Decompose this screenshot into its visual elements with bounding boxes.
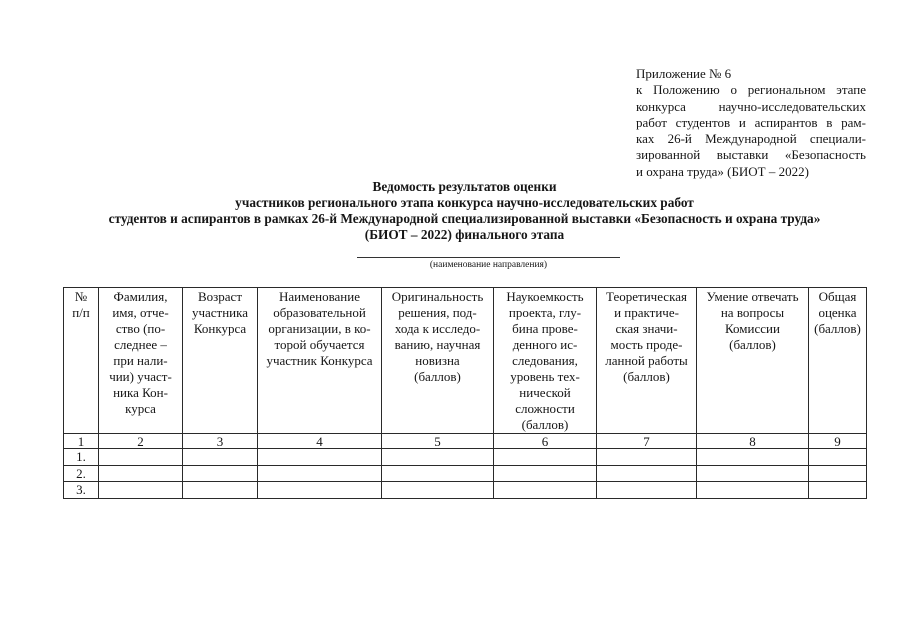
header-line: и практиче-: [614, 305, 679, 320]
header-line: №: [74, 289, 88, 304]
header-line: Фамилия,: [113, 289, 168, 304]
column-number-cell: 3: [183, 434, 258, 449]
appendix-line: ках 26-й Международной специали-: [636, 131, 866, 147]
header-line: решения, под-: [398, 305, 477, 320]
table-cell: [494, 465, 597, 482]
header-line: нической: [519, 385, 571, 400]
table-cell: [597, 465, 697, 482]
table-cell: [697, 449, 809, 466]
header-line: проекта, глу-: [508, 305, 582, 320]
column-number-cell: 8: [697, 434, 809, 449]
header-line: курса: [125, 401, 156, 416]
column-number-cell: 1: [64, 434, 99, 449]
header-line: имя, отче-: [112, 305, 169, 320]
header-line: новизна: [415, 353, 460, 368]
appendix-line: работ студентов и аспирантов в рам-: [636, 114, 866, 130]
table-cell: [183, 482, 258, 499]
table-cell: [809, 465, 867, 482]
table-header-row: [64, 288, 867, 434]
row-number-cell: 1.: [64, 449, 99, 466]
table-cell: [258, 449, 382, 466]
header-line: бина прове-: [512, 321, 578, 336]
table-cell: [99, 482, 183, 499]
header-cell-full-name: [99, 288, 183, 434]
table-cell: [183, 449, 258, 466]
header-line: ство (по-: [115, 321, 166, 336]
title-line: (БИОТ – 2022) финального этапа: [364, 227, 565, 242]
header-line: ванию, научная: [394, 337, 481, 352]
title-line: участников регионального этапа конкурса научно-исследовательских работ: [235, 195, 694, 210]
table-cell: [809, 482, 867, 499]
header-line: сложности: [515, 401, 575, 416]
column-number-cell: 4: [258, 434, 382, 449]
header-line: (баллов): [414, 369, 461, 384]
header-line: ника Кон-: [113, 385, 168, 400]
header-line: (баллов): [521, 417, 569, 432]
header-cell-number: [64, 288, 99, 434]
column-number-cell: 9: [809, 434, 867, 449]
appendix-title: Приложение № 6: [636, 66, 732, 81]
column-number-cell: 7: [597, 434, 697, 449]
column-number-cell: 6: [494, 434, 597, 449]
header-line: Комиссии: [725, 321, 780, 336]
header-line: денного ис-: [512, 337, 578, 352]
table-cell: [382, 449, 494, 466]
table-cell: [597, 449, 697, 466]
table-row: [64, 465, 867, 482]
header-line: ская значи-: [615, 321, 678, 336]
table-row: [64, 449, 867, 466]
appendix-line: и охрана труда» (БИОТ – 2022): [636, 163, 809, 179]
header-line: Общая: [818, 289, 857, 304]
header-line: организации, в ко-: [268, 321, 371, 336]
table-cell: [382, 482, 494, 499]
row-number-cell: 3.: [64, 482, 99, 499]
header-line: Оригинальность: [391, 289, 484, 304]
table-cell: [494, 449, 597, 466]
header-line: Наукоемкость: [506, 289, 584, 304]
appendix-note: [636, 66, 866, 180]
header-line: следнее –: [114, 337, 167, 352]
title-line: студентов и аспирантов в рамках 26-й Международной специализированной выставки «Безопасность и охрана труда»: [108, 211, 821, 226]
document-title: [63, 179, 866, 243]
header-line: оценка: [818, 305, 857, 320]
direction-underline: [357, 257, 620, 258]
table-cell: [697, 482, 809, 499]
appendix-line: зированной выставки «Безопасность: [636, 147, 866, 163]
table-cell: [382, 465, 494, 482]
table-cell: [597, 482, 697, 499]
title-line: Ведомость результатов оценки: [372, 179, 557, 194]
header-cell-organization: [258, 288, 382, 434]
header-cell-age: [183, 288, 258, 434]
column-number-cell: 5: [382, 434, 494, 449]
appendix-line: к Положению о региональном этапе: [636, 82, 866, 98]
header-line: (баллов): [814, 321, 861, 336]
table-row: [64, 482, 867, 499]
table-cell: [99, 465, 183, 482]
header-line: Наименование: [279, 289, 360, 304]
header-cell-originality: [382, 288, 494, 434]
header-line: хода к исследо-: [394, 321, 481, 336]
header-line: торой обучается: [274, 337, 365, 352]
header-cell-research-depth: [494, 288, 597, 434]
header-cell-answering: [697, 288, 809, 434]
header-line: (баллов): [729, 337, 776, 352]
header-line: ланной работы: [605, 353, 688, 368]
table-cell: [99, 449, 183, 466]
table-cell: [697, 465, 809, 482]
results-table: [63, 287, 867, 499]
header-line: уровень тех-: [510, 369, 580, 384]
header-line: на вопросы: [720, 305, 785, 320]
header-line: Возраст: [197, 289, 243, 304]
header-line: участник Конкурса: [266, 353, 373, 368]
header-cell-total: [809, 288, 867, 434]
table-cell: [258, 465, 382, 482]
appendix-line: конкурса научно-исследовательских: [636, 98, 866, 114]
header-line: следования,: [512, 353, 578, 368]
header-line: Теоретическая: [606, 289, 687, 304]
header-line: участника: [191, 305, 249, 320]
direction-caption: (наименование направления): [429, 260, 548, 270]
row-number-cell: 2.: [64, 465, 99, 482]
table-cell: [183, 465, 258, 482]
header-line: чии) участ-: [109, 369, 172, 384]
header-line: образовательной: [273, 305, 366, 320]
table-cell: [258, 482, 382, 499]
column-number-cell: 2: [99, 434, 183, 449]
header-line: (баллов): [623, 369, 670, 384]
header-line: п/п: [72, 305, 90, 320]
header-cell-significance: [597, 288, 697, 434]
column-number-row: [64, 434, 867, 449]
header-line: Умение отвечать: [706, 289, 799, 304]
table-cell: [494, 482, 597, 499]
header-line: Конкурса: [193, 321, 247, 336]
header-line: при нали-: [113, 353, 168, 368]
table-cell: [809, 449, 867, 466]
header-line: мость проде-: [610, 337, 683, 352]
